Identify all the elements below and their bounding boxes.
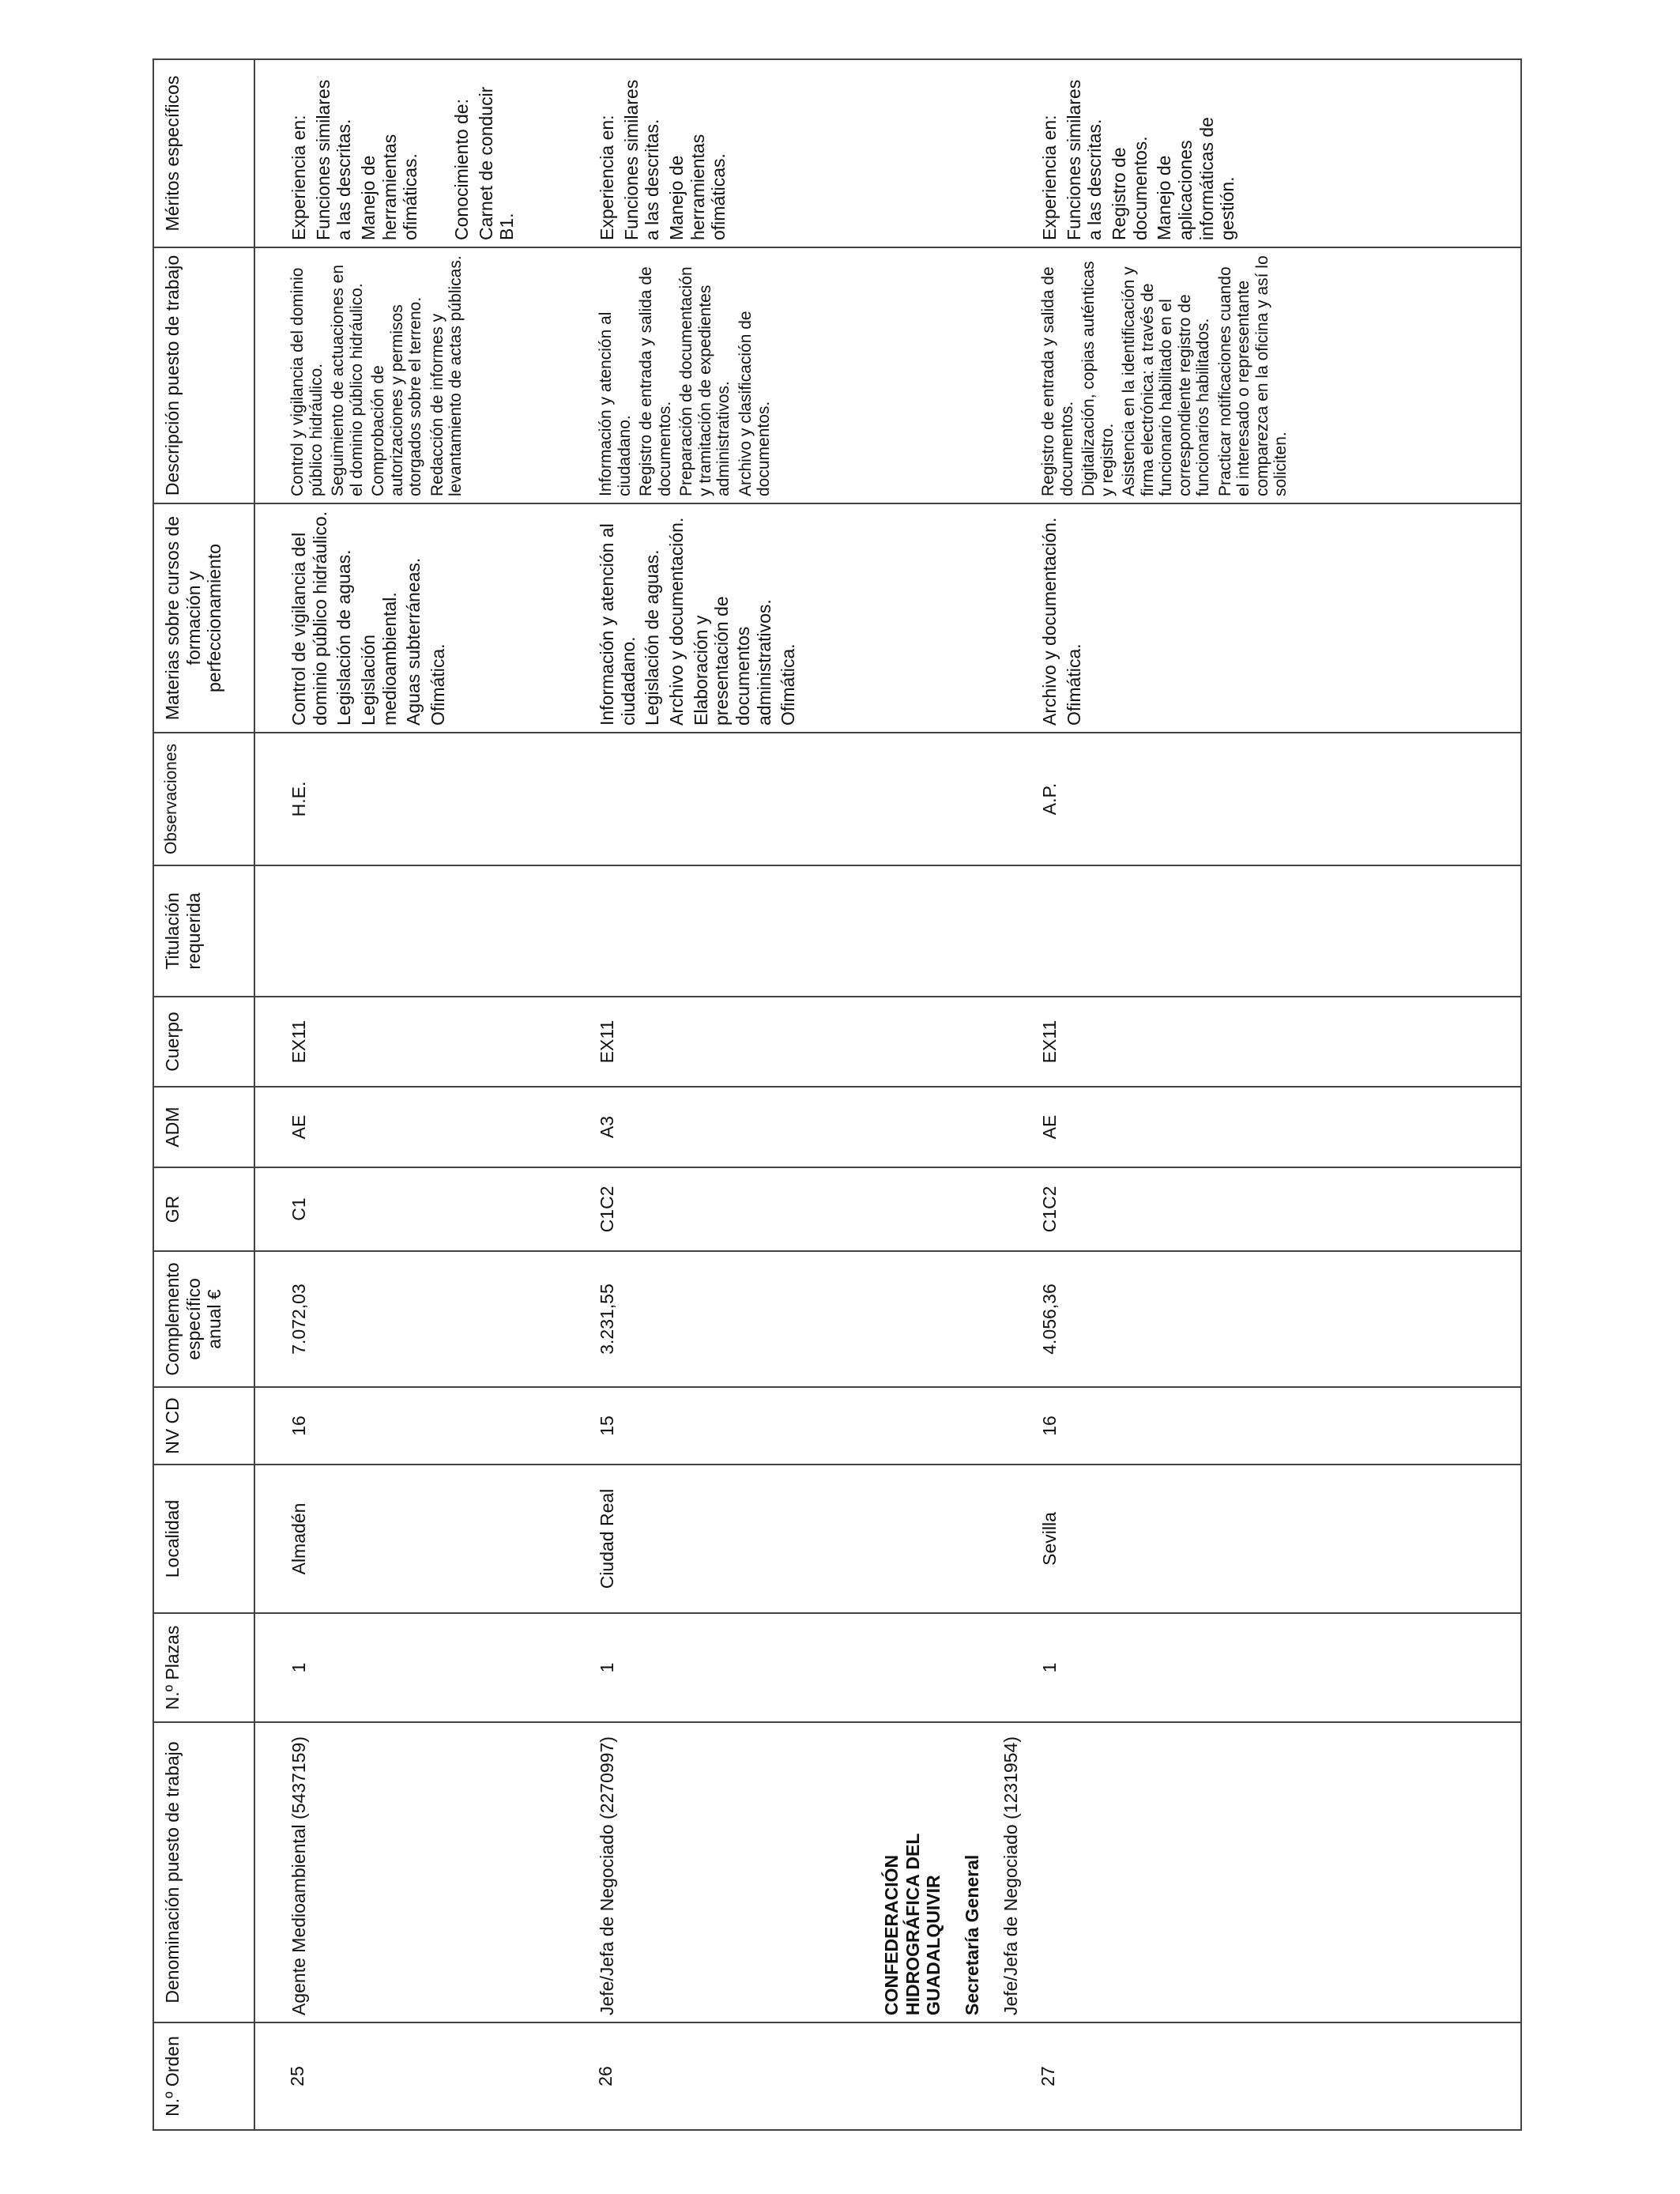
nvcd-25: 16: [288, 1416, 309, 1436]
header-row: [153, 59, 254, 2130]
header-cuerpo: Cuerpo: [153, 997, 254, 1087]
adm-27: AE: [1039, 1114, 1060, 1140]
titulacion-26: [597, 873, 1039, 990]
section-subunit: Secretaría General: [962, 1854, 983, 2015]
header-localidad: Localidad: [153, 1465, 254, 1613]
orden-26: 26: [595, 2066, 616, 2087]
complemento-27: 4.056,36: [1039, 1284, 1060, 1355]
titulacion-cell: [254, 865, 1521, 997]
observaciones-26: [597, 740, 1039, 858]
cuerpo-cell: [254, 997, 1521, 1087]
complemento-25: 7.072,03: [288, 1284, 309, 1355]
localidad-cell: [254, 1465, 1521, 1613]
materias-25: Control de vigilancia del dominio público hidráulico. Legislación de aguas. Legislación medioambiental. Aguas subterráneas. Ofimática.: [288, 511, 449, 726]
descripcion-26: Información y atención al ciudadano. Registro de entrada y salida de documentos. Preparación de documentación y tramitación de expedientes administrativos. Archivo y clasificación de documentos.: [597, 266, 774, 496]
header-meritos: Méritos específicos: [153, 59, 254, 247]
adm-25: AE: [288, 1114, 309, 1140]
materias-27: Archivo y documentación. Ofimática.: [1039, 517, 1084, 726]
plazas-25: 1: [288, 1662, 309, 1673]
adm-cell: [254, 1087, 1521, 1167]
localidad-27: Sevilla: [1039, 1512, 1060, 1566]
gr-27: C1C2: [1039, 1186, 1060, 1233]
observaciones-27: A.P.: [1039, 782, 1060, 816]
orden-cell: [254, 2022, 1521, 2130]
header-materias: Materias sobre cursos de formación y perfeccionamiento: [153, 503, 254, 733]
meritos-26: Experiencia en: Funciones similares a las descritas. Manejo de herramientas ofimáticas.: [597, 79, 729, 240]
meritos-27: Experiencia en: Funciones similares a las descritas. Registro de documentos. Manejo de aplicaciones informáticas de gestión.: [1039, 79, 1238, 240]
denominacion-26: Jefe/Jefa de Negociado (2270997): [597, 1736, 617, 2015]
descripcion-cell: [254, 247, 1521, 503]
header-descripcion: Descripción puesto de trabajo: [153, 247, 254, 503]
orden-25: 25: [287, 2066, 307, 2087]
header-orden: N.º Orden: [153, 2022, 254, 2130]
complemento-cell: [254, 1251, 1521, 1387]
titulacion-25: [288, 873, 597, 990]
adm-26: A3: [597, 1115, 617, 1139]
cuerpo-27: EX11: [1039, 1020, 1060, 1064]
localidad-26: Ciudad Real: [597, 1488, 617, 1589]
plazas-26: 1: [597, 1662, 617, 1673]
localidad-25: Almadén: [288, 1502, 309, 1575]
job-positions-table: [153, 58, 1522, 2131]
cuerpo-25: EX11: [288, 1020, 309, 1064]
cuerpo-26: EX11: [597, 1020, 617, 1064]
meritos-25: Experiencia en: Funciones similares a las descritas. Manejo de herramientas ofimáticas. Conocimiento de: Carnet de conducir B1.: [288, 79, 518, 240]
gr-26: C1C2: [597, 1186, 617, 1233]
meritos-cell: [254, 59, 1521, 247]
descripcion-25: Control y vigilancia del dominio público hidráulico. Seguimiento de actuaciones en el dominio público hidráulico. Comprobación de autorizaciones y permisos otorgados sobre el terreno. Redacción de informes y levantamiento de actas públicas.: [288, 255, 465, 496]
nvcd-26: 15: [597, 1416, 617, 1436]
plazas-cell: [254, 1613, 1521, 1722]
denominacion-27: Jefe/Jefa de Negociado (1231954): [1000, 1736, 1021, 2015]
table-row: [254, 59, 1521, 2130]
denominacion-25: Agente Medioambiental (5437159): [288, 1736, 309, 2015]
section-organization: CONFEDERACIÓN HIDROGRÁFICA DEL GUADALQUIVIR: [881, 1834, 944, 2015]
header-complemento: Complemento específico anual €: [153, 1251, 254, 1387]
denominacion-cell: [254, 1722, 1521, 2022]
header-gr: GR: [153, 1167, 254, 1251]
nvcd-27: 16: [1039, 1416, 1060, 1436]
observaciones-25: H.E.: [288, 781, 309, 817]
observaciones-cell: [254, 733, 1521, 865]
gr-25: C1: [288, 1197, 309, 1221]
header-observaciones: Observaciones: [153, 733, 254, 865]
orden-27: 27: [1038, 2066, 1058, 2087]
header-nvcd: NV CD: [153, 1387, 254, 1465]
header-adm: ADM: [153, 1087, 254, 1167]
rotated-page: [153, 60, 1522, 2131]
materias-26: Información y atención al ciudadano. Legislación de aguas. Archivo y documentación. Elaboración y presentación de documentos administrativos. Ofimática.: [597, 517, 799, 726]
header-titulacion: Titulación requerida: [153, 865, 254, 997]
header-denominacion: Denominación puesto de trabajo: [153, 1722, 254, 2022]
complemento-26: 3.231,55: [597, 1284, 617, 1355]
descripcion-27: Registro de entrada y salida de documentos. Digitalización, copias auténticas y registro. Asistencia en la identificación y firma electrónica: a través de funcionario habilitado en el correspondiente registro de funcionarios habilitados. Practicar notificaciones cuando el interesado o representante comparezca en la oficina y así lo soliciten.: [1039, 255, 1290, 496]
materias-cell: [254, 503, 1521, 733]
header-plazas: N.º Plazas: [153, 1613, 254, 1722]
nvcd-cell: [254, 1387, 1521, 1465]
gr-cell: [254, 1167, 1521, 1251]
plazas-27: 1: [1039, 1662, 1060, 1673]
